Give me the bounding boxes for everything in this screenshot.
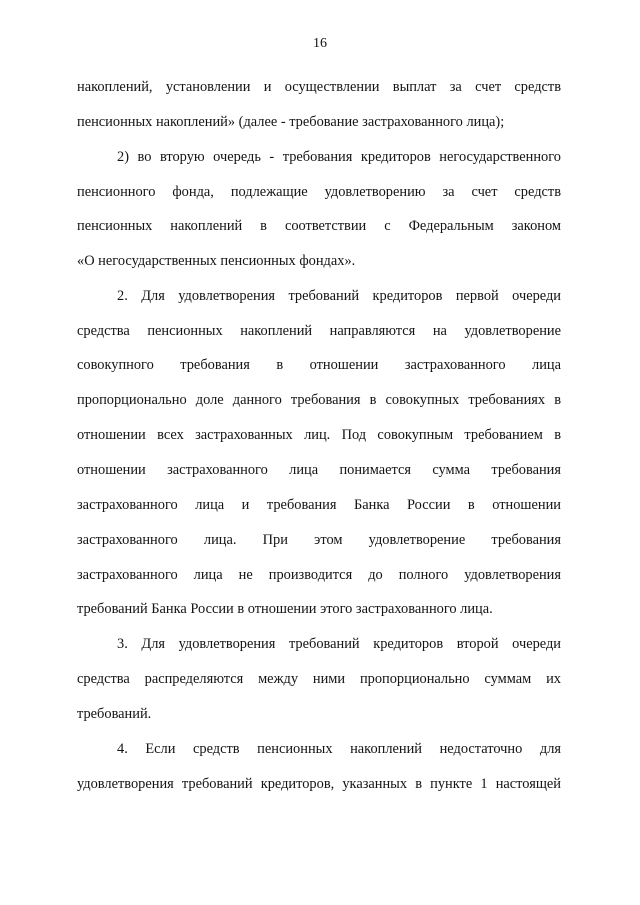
paragraph-line: пропорционально доле данного требования в совокупных требованиях в (77, 392, 561, 408)
paragraph-line: накоплений, установлении и осуществлении выплат за счет средств (77, 79, 561, 95)
paragraph-line: «О негосударственных пенсионных фондах». (77, 253, 356, 269)
paragraph-line: пенсионных накоплений в соответствии с Федеральным законом (77, 218, 561, 234)
paragraph-line: пенсионных накоплений» (далее - требование застрахованного лица); (77, 114, 505, 130)
paragraph-line: отношении застрахованного лица понимается сумма требования (77, 462, 561, 478)
paragraph-line: требований. (77, 706, 152, 722)
paragraph-line: 2) во вторую очередь - требования кредиторов негосударственного (117, 149, 561, 165)
paragraph-line: совокупного требования в отношении застрахованного лица (77, 357, 561, 373)
paragraph-line: средства пенсионных накоплений направляются на удовлетворение (77, 323, 561, 339)
paragraph-line: 3. Для удовлетворения требований кредиторов второй очереди (117, 636, 561, 652)
paragraph-line: средства распределяются между ними пропорционально суммам их (77, 671, 561, 687)
page-number: 16 (313, 36, 327, 51)
paragraph-line: 4. Если средств пенсионных накоплений недостаточно для (117, 741, 561, 757)
paragraph-line: застрахованного лица. При этом удовлетворение требования (77, 532, 561, 548)
paragraph-line: требований Банка России в отношении этого застрахованного лица. (77, 601, 493, 617)
paragraph-line: пенсионного фонда, подлежащие удовлетворению за счет средств (77, 184, 561, 200)
paragraph-line: 2. Для удовлетворения требований кредиторов первой очереди (117, 288, 561, 304)
paragraph-line: отношении всех застрахованных лиц. Под совокупным требованием в (77, 427, 561, 443)
paragraph-line: застрахованного лица и требования Банка России в отношении (77, 497, 561, 513)
paragraph-line: удовлетворения требований кредиторов, указанных в пункте 1 настоящей (77, 776, 561, 792)
paragraph-line: застрахованного лица не производится до полного удовлетворения (77, 567, 561, 583)
